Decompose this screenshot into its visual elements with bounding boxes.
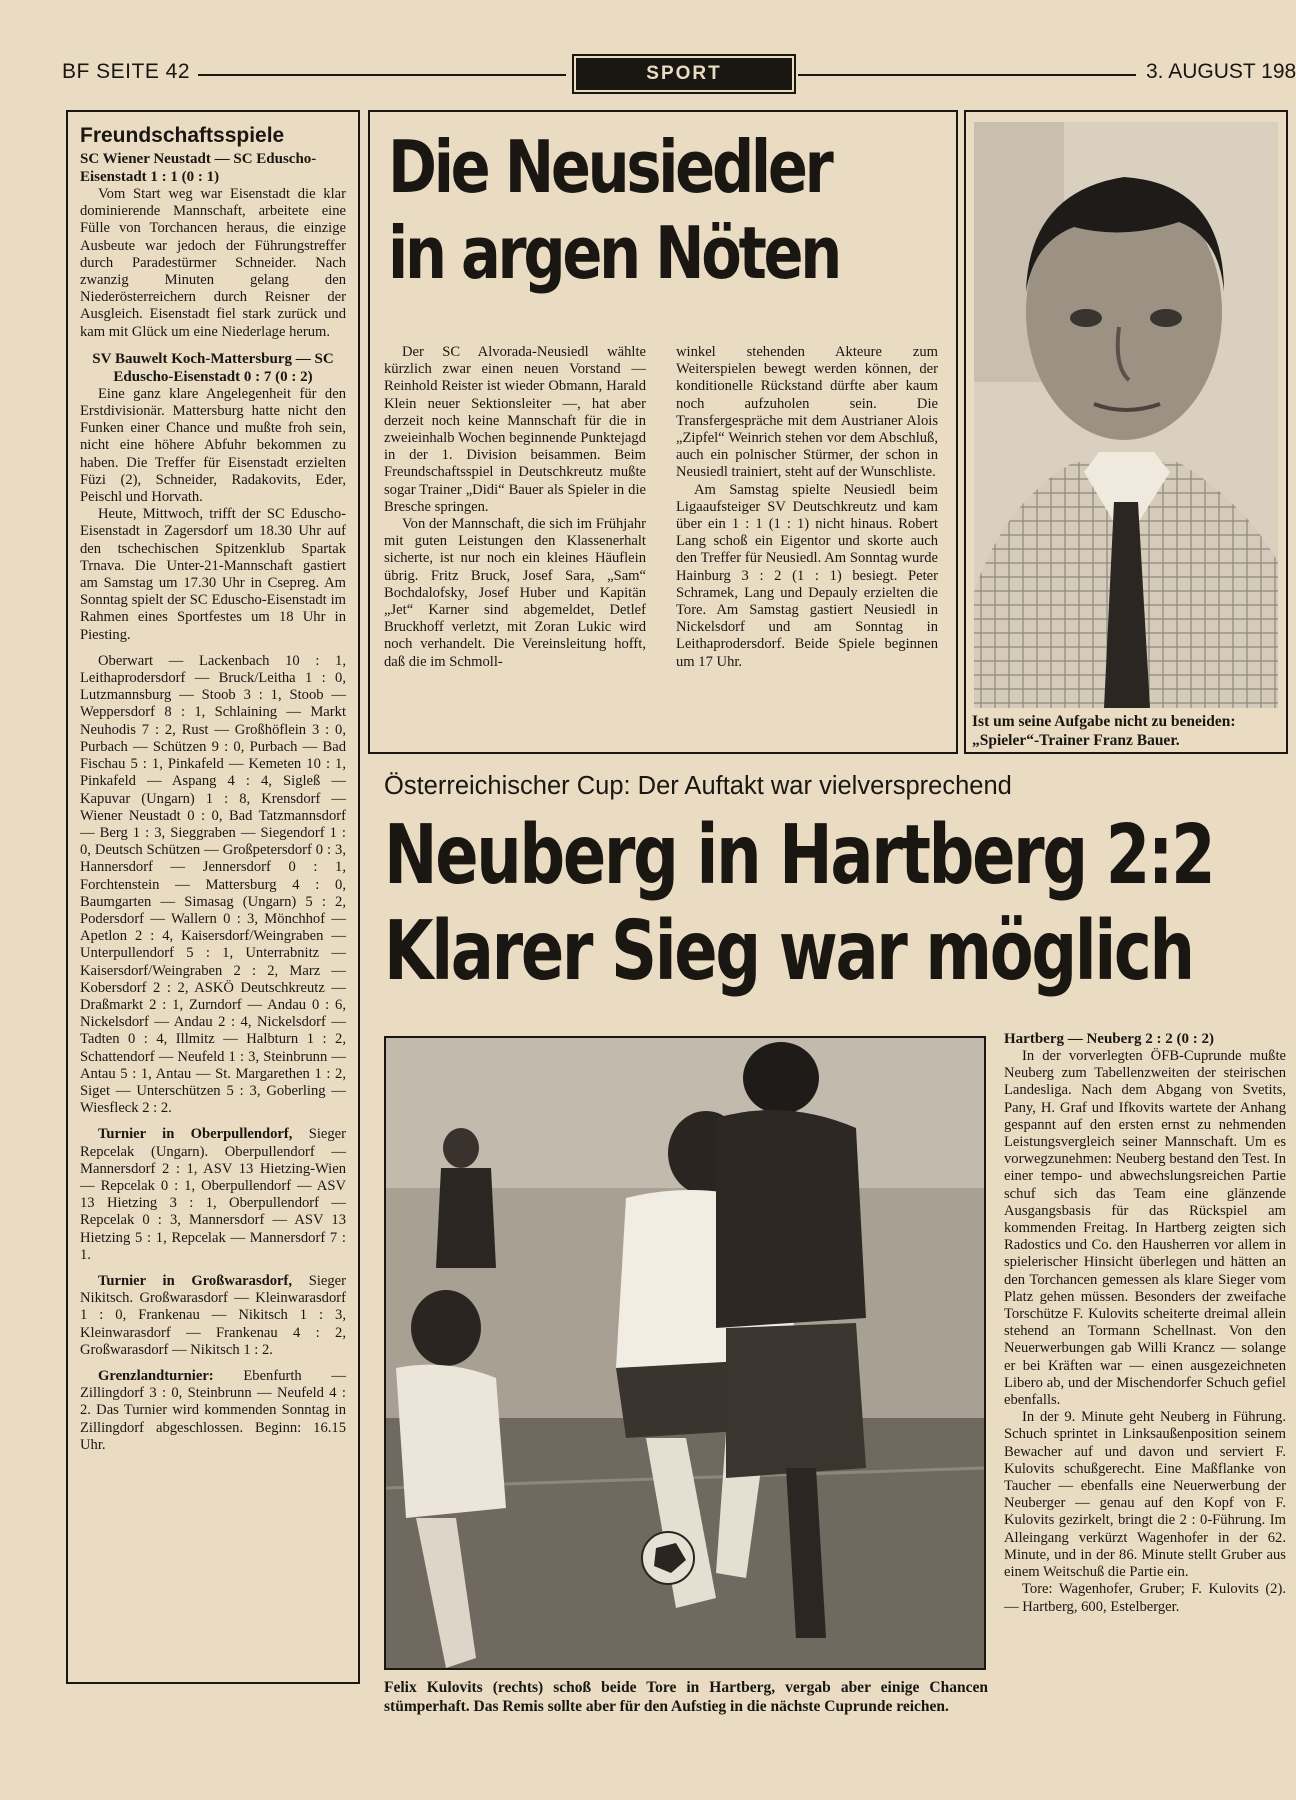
cup-paragraph-1: In der vorverlegten ÖFB-Cuprunde mußte Neuberg zum Tabellenzweiten der steirischen Landesliga. Nach dem Abgang von Svetits, Pany, H. Graf und Ifkovits wartete der Anhang gespannt auf den ersten ernst zu nehmenden Leistungsvergleich seiner Mannschaft. Um es vorwegzunehmen: Neuberg bestand den Test. In einer tempo- und abwechslungsreichen Partie schuf sich das Team eine glänzende Ausgangsbasis für das Rückspiel am kommenden Freitag. In Hartberg zeigten sich Radostics und Co. den Hausherren vor allem in spielerischer Hinsicht überlegen und hätten an den Torchancen gemessen als klare Sieger vom Platz gehen müssen. Besonders der zweifache Torschütze F. Kulovits scheiterte dreimal allein stehend an Tormann Schellnast. Von den Neuerwerbungen gab Willi Krancz — solange er bei Kräften war — einen ausgezeichneten Libero ab, und der Mischendorfer Schuch gefiel ebenfalls. xyxy=(1004,1048,1286,1409)
page-number: BF SEITE 42 xyxy=(62,60,191,83)
tournament-grosswarasdorf-text: Sieger Nikitsch. Großwarasdorf — Kleinwarasdorf 1 : 0, Frankenau — Nikitsch 1 : 3, Kleinwarasdorf — Frankenau 4 : 2, Großwarasdorf — Nikitsch 1 : 2. xyxy=(80,1272,347,1358)
coach-photo-caption: Ist um seine Aufgabe nicht zu beneiden: „Spieler“-Trainer Franz Bauer. xyxy=(972,713,1236,749)
tournament-grenzland-text: Ebenfurth — Zillingdorf 3 : 0, Steinbrunn — Neufeld 4 : 2. Das Turnier wird kommenden Sonntag in Zillingdorf abgeschlossen. Beginn: 16.15 Uhr. xyxy=(80,1368,346,1453)
match-photo xyxy=(386,1038,984,1668)
coach-photo-box xyxy=(964,110,1288,754)
cup-headline-line2: Klarer Sieg war möglich xyxy=(384,904,1193,999)
match2-report: Eine ganz klare Angelegenheit für den Erstdivisionär. Mattersburg hatte nicht den Funken einer Chance und mußte froh sein, nicht eine höhere Abfuhr bekommen zu haben. Die Treffer für Eisenstadt erzielten Füzi (2), Schneider, Radakovits, Eder, Peischl und Horvath. xyxy=(80,385,346,506)
header-rule-left xyxy=(198,74,566,76)
tournament-oberpullendorf-lead: Turnier in Oberpullendorf, xyxy=(98,1126,293,1143)
tournament-oberpullendorf xyxy=(80,1126,346,1264)
neusiedl-headline-line1: Die Neusiedler xyxy=(388,125,831,209)
neusiedl-column-2 xyxy=(676,344,938,671)
match-photo-box xyxy=(384,1036,986,1670)
coach-photo xyxy=(974,122,1278,708)
neusiedl-paragraph-2: Von der Mannschaft, die sich im Frühjahr mit guten Leistungen den Klassenerhalt sicherte, ist nur noch ein kleines Häuflein übrig. Fritz Bruck, Josef Sara, „Sam“ Bochdalofsky, Josef Huber und Kapitän „Jet“ Karner sind abgemeldet, Detlef Bruckhoff verletzt, mit Zoran Lukic wird noch verhandelt. Die Vereinsleitung hofft, daß die im Schmoll- xyxy=(384,516,646,670)
cup-kicker: Österreichischer Cup: Der Auftakt war vielversprechend xyxy=(384,772,1012,800)
neusiedl-headline xyxy=(388,124,847,296)
neusiedl-column-1 xyxy=(384,344,646,671)
section-label: SPORT xyxy=(576,58,792,90)
match1-report: Vom Start weg war Eisenstadt die klar dominierende Mannschaft, arbeitete eine Fülle von Torchancen heraus, die einzige Ausbeute war jedoch der Führungstreffer durch Paradestürmer Schneider. Nach zwanzig Minuten gelang den Niederösterreichern durch Reisner der Ausgleich. Eisenstadt fiel stark zurück und kam mit Glück um eine Niederlage herum. xyxy=(80,186,346,340)
match-photo-caption: Felix Kulovits (rechts) schoß beide Tore in Hartberg, vergab aber einige Chancen stümperhaft. Das Remis sollte aber für den Aufstieg in die nächste Cuprunde reichen. xyxy=(384,1679,988,1715)
cup-headline-line1: Neuberg in Hartberg 2:2 xyxy=(384,808,1214,903)
tournament-oberpullendorf-text: Sieger Repcelak (Ungarn). Oberpullendorf — Mannersdorf 2 : 1, ASV 13 Hietzing-Wien — Repcelak 0 : 1, Oberpullendorf — ASV 13 Hietzing 3 : 1, Oberpullendorf — Repcelak 0 : 3, Mannersdorf — ASV 13 Hietzing 5 : 1, Repcelak — Mannersdorf 7 : 1. xyxy=(80,1126,346,1263)
cup-report-column xyxy=(1004,1030,1286,1616)
coach-portrait-image xyxy=(974,122,1278,708)
cup-headline xyxy=(384,808,1214,1000)
header-rule-right xyxy=(798,74,1136,76)
friendly-matches-title: Freundschaftsspiele xyxy=(80,124,285,147)
neusiedl-paragraph-1: Der SC Alvorada-Neusiedl wählte kürzlich zwar einen neuen Vorstand — Reinhold Reister ist wieder Obmann, Harald Klein neuer Sektionsleiter —, hat aber derzeit noch keine Mannschaft für die in zweieinhalb Wochen beginnende Punktejagd in der 1. Division beisammen. Beim Freundschaftsspiel in Deutschkreutz mußte sogar Trainer „Didi“ Bauer als Spieler in die Bresche springen. xyxy=(384,344,646,515)
tournament-grenzland xyxy=(80,1368,346,1454)
match2-title: SV Bauwelt Koch-Mattersburg — SC Eduscho-Eisenstadt 0 : 7 (0 : 2) xyxy=(92,350,334,385)
cup-score-line: Hartberg — Neuberg 2 : 2 (0 : 2) xyxy=(1004,1031,1214,1047)
match-action-image xyxy=(386,1038,984,1668)
tournament-grosswarasdorf xyxy=(80,1273,346,1359)
cup-paragraph-2: In der 9. Minute geht Neuberg in Führung. Schuch sprintet in Linksaußenposition seinem Bewacher auf und davon und serviert F. Kulovits schußgerecht. Eine Maßflanke von Taucher — ebenfalls eine Neuerwerbung der Neuberger — genau auf den Kopf von F. Kulovits gezirkelt, bringt die 2 : 0-Führung. Im Alleingang verkürzt Wagenhofer in der 62. Minute, und in der 86. Minute stellt Gruber aus einem Weitschuß die Partie ein. xyxy=(1004,1409,1286,1581)
match1-title: SC Wiener Neustadt — SC Eduscho-Eisenstadt 1 : 1 (0 : 1) xyxy=(80,151,317,185)
neusiedl-paragraph-3: winkel stehenden Akteure zum Weiterspielen bewegt werden können, der konditionelle Rückstand dürfte aber kaum noch aufzuholen sein. Die Transfergespräche mit dem Austrianer Alois „Zipfel“ Weinrich stehen vor dem Abschluß, auch ein polnischer Stürmer, der schon in Neusiedl trainiert, steht auf der Wunschliste. xyxy=(676,344,938,481)
eisenstadt-schedule: Heute, Mittwoch, trifft der SC Eduscho-Eisenstadt in Zagersdorf um 18.30 Uhr auf den tschechischen Spitzenklub Spartak Trnava. Die Unter-21-Mannschaft gastiert am Samstag um 17.30 Uhr in Csepreg. Am Sonntag spielt der SC Eduscho-Eisenstadt im Rahmen eines Sportfestes um 18 Uhr in Piesting. xyxy=(80,506,346,643)
tournament-grenzland-lead: Grenzlandturnier: xyxy=(98,1368,214,1384)
neusiedl-paragraph-4: Am Samstag spielte Neusiedl beim Ligaaufsteiger SV Deutschkreutz und kam über ein 1 : 1 (1 : 1) nicht hinaus. Robert Lang schoß ein Eigentor und skorte auch den Treffer für Neusiedl. Am Sonntag wurde Hainburg 3 : 2 (1 : 1) besiegt. Peter Schramek, Lang und Depauly erzielten die Tore. Am Samstag gastiert Neusiedl in Nickelsdorf und am Sonntag in Leithaprodersdorf. Beide Spiele beginnen um 17 Uhr. xyxy=(676,481,938,670)
neusiedl-article xyxy=(368,110,958,754)
neusiedl-headline-line2: in argen Nöten xyxy=(388,211,840,295)
friendly-matches-box xyxy=(66,110,360,1684)
cup-paragraph-3: Tore: Wagenhofer, Gruber; F. Kulovits (2). — Hartberg, 600, Estelberger. xyxy=(1004,1581,1286,1615)
tournament-grosswarasdorf-lead: Turnier in Großwarasdorf, xyxy=(98,1272,293,1289)
results-list: Oberwart — Lackenbach 10 : 1, Leithaprodersdorf — Bruck/Leitha 1 : 0, Lutzmannsburg — Stoob 3 : 1, Stoob — Weppersdorf 8 : 1, Schlaining — Markt Neuhodis 7 : 2, Rust — Großhöflein 3 : 0, Purbach — Schützen 9 : 0, Purbach — Bad Fischau 5 : 1, Pinkafeld — Kemeten 10 : 1, Pinkafeld — Aspang 4 : 4, Sigleß — Kapuvar (Ungarn) 1 : 8, Krensdorf — Wiener Neustadt 0 : 0, Bad Tatzmannsdorf — Berg 1 : 3, Sieggraben — Siegendorf 1 : 0, Deutsch Schützen — Großpetersdorf 0 : 3, Hannersdorf — Jennersdorf 0 : 1, Forchtenstein — Mattersburg 4 : 0, Baumgarten — Simasag (Ungarn) 5 : 2, Podersdorf — Wallern 0 : 3, Mönchhof — Apetlon 2 : 4, Kaisersdorf/Weingraben — Unterpullendorf 5 : 1, Unterrabnitz — Kaisersdorf/Weingraben 2 : 2, Marz — Kobersdorf 2 : 2, ASKÖ Deutschkreutz — Draßmarkt 2 : 1, Zurndorf — Andau 0 : 6, Nickelsdorf — Andau 2 : 4, Nickelsdorf — Tadten 0 : 4, Illmitz — Halbturn 1 : 2, Schattendorf — Neufeld 1 : 3, Steinbrunn — Antau 5 : 1, Antau — St. Margarethen 1 : 2, Siget — Unterschützen 5 : 3, Goberling — Wiesfleck 2 : 2. xyxy=(80,652,346,1117)
issue-date: 3. AUGUST 198 xyxy=(1146,60,1296,83)
